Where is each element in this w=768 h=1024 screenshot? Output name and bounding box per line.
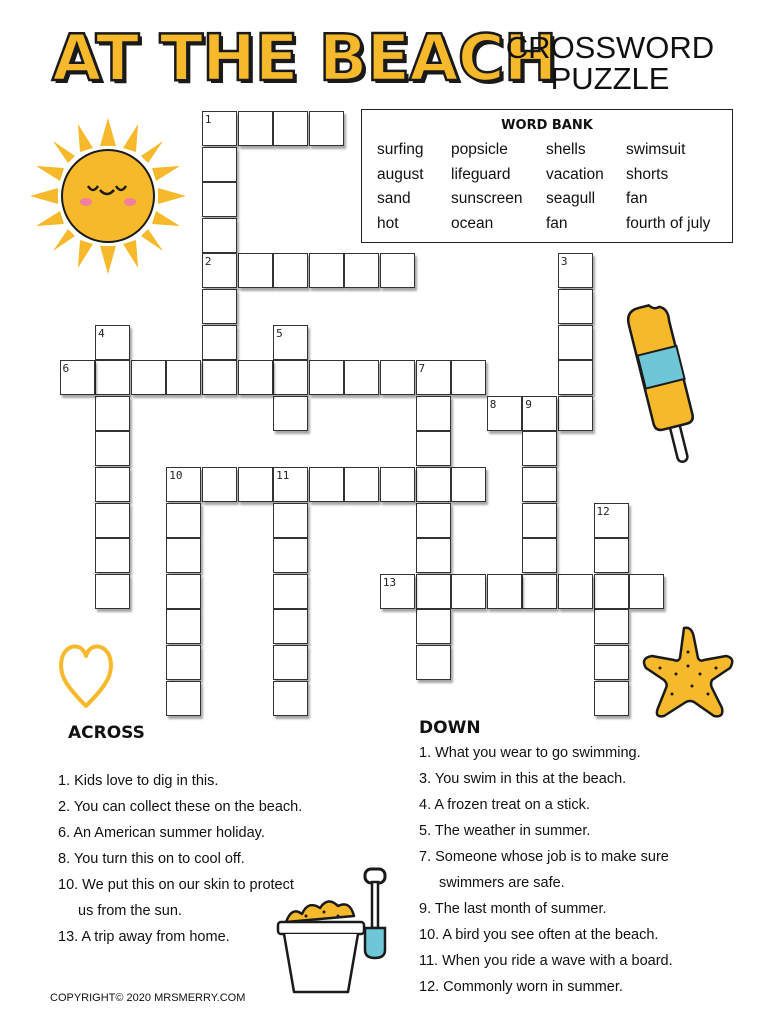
copyright: COPYRIGHT© 2020 MRSMERRY.COM — [50, 992, 246, 1004]
crossword-cell[interactable] — [594, 609, 629, 644]
down-clue: 9. The last month of summer. — [419, 901, 607, 917]
clue-number-5: 5 — [276, 326, 283, 340]
crossword-cell[interactable] — [629, 574, 664, 609]
down-clue: swimmers are safe. — [439, 875, 565, 891]
across-clue: us from the sun. — [78, 903, 182, 919]
word-bank-word: sand — [377, 190, 411, 207]
down-heading: DOWN — [419, 718, 481, 738]
crossword-cell[interactable] — [166, 645, 201, 680]
crossword-cell[interactable] — [416, 574, 451, 609]
clue-number-7: 7 — [418, 362, 426, 376]
crossword-cell[interactable] — [416, 396, 451, 431]
page-title: AT THE BEACH — [52, 22, 557, 96]
crossword-cell[interactable] — [416, 431, 451, 466]
clue-number-9: 9 — [525, 397, 532, 411]
crossword-cell[interactable] — [95, 396, 130, 431]
crossword-cell[interactable] — [273, 111, 308, 146]
popsicle-icon — [624, 298, 704, 468]
crossword-cell[interactable] — [451, 574, 486, 609]
word-bank-word: shells — [546, 141, 586, 158]
across-clue: 10. We put this on our skin to protect — [58, 877, 294, 893]
crossword-cell[interactable] — [558, 289, 593, 324]
word-bank-word: shorts — [626, 165, 669, 183]
crossword-cell[interactable] — [522, 467, 557, 502]
word-bank-word: vacation — [546, 165, 604, 183]
crossword-cell[interactable] — [238, 111, 273, 146]
across-clue: 13. A trip away from home. — [58, 929, 230, 945]
crossword-cell[interactable] — [522, 431, 557, 466]
page-subtitle — [500, 32, 720, 94]
word-bank-word: fan — [546, 214, 568, 232]
crossword-cell[interactable] — [202, 147, 237, 182]
across-clue: 8. You turn this on to cool off. — [58, 851, 245, 867]
clue-number-4: 4 — [98, 326, 105, 340]
crossword-cell[interactable] — [309, 111, 344, 146]
crossword-cell[interactable] — [273, 645, 308, 680]
shovel-icon — [362, 866, 402, 962]
down-clue: 4. A frozen treat on a stick. — [419, 797, 590, 813]
crossword-cell[interactable] — [380, 360, 415, 395]
crossword-cell[interactable] — [416, 467, 451, 502]
crossword-cell[interactable] — [522, 574, 557, 609]
down-clue: 12. Commonly worn in summer. — [419, 979, 623, 995]
crossword-cell[interactable] — [416, 503, 451, 538]
crossword-cell[interactable] — [558, 360, 593, 395]
crossword-cell[interactable] — [202, 360, 237, 395]
crossword-cell[interactable] — [487, 574, 522, 609]
clue-number-12: 12 — [596, 504, 610, 518]
crossword-cell[interactable] — [594, 645, 629, 680]
crossword-cell[interactable] — [95, 574, 130, 609]
word-bank-word: swimsuit — [626, 141, 686, 158]
crossword-cell[interactable] — [344, 360, 379, 395]
clue-number-1: 1 — [204, 113, 212, 126]
word-bank-word: hot — [377, 214, 399, 232]
down-clue: 1. What you wear to go swimming. — [419, 745, 641, 761]
crossword-cell[interactable] — [238, 360, 273, 395]
clue-number-11: 11 — [276, 469, 290, 482]
crossword-cell[interactable] — [202, 218, 237, 253]
crossword-cell[interactable] — [238, 253, 273, 288]
crossword-cell[interactable] — [451, 467, 486, 502]
crossword-cell[interactable] — [95, 503, 130, 538]
crossword-cell[interactable] — [202, 325, 237, 360]
crossword-cell[interactable] — [594, 538, 629, 573]
crossword-cell[interactable] — [131, 360, 166, 395]
crossword-cell[interactable] — [95, 538, 130, 573]
crossword-cell[interactable] — [309, 360, 344, 395]
crossword-cell[interactable] — [309, 253, 344, 288]
word-bank-word: ocean — [451, 214, 494, 232]
crossword-cell[interactable] — [344, 253, 379, 288]
crossword-cell[interactable] — [166, 681, 201, 716]
crossword-cell[interactable] — [273, 574, 308, 609]
across-heading: ACROSS — [68, 723, 145, 743]
across-clue: 1. Kids love to dig in this. — [58, 773, 219, 789]
crossword-cell[interactable] — [558, 325, 593, 360]
word-bank-word: lifeguard — [451, 165, 511, 183]
crossword-cell[interactable] — [273, 360, 308, 395]
crossword-cell[interactable] — [380, 253, 415, 288]
heart-icon — [56, 636, 116, 712]
crossword-cell[interactable] — [558, 574, 593, 609]
crossword-cell[interactable] — [309, 467, 344, 502]
crossword-cell[interactable] — [95, 431, 130, 466]
crossword-cell[interactable] — [522, 538, 557, 573]
crossword-cell[interactable] — [273, 396, 308, 431]
down-clue: 5. The weather in summer. — [419, 823, 591, 839]
clue-number-13: 13 — [382, 575, 397, 589]
subtitle-line-1: CROSSWORD — [505, 30, 715, 65]
word-bank-word: popsicle — [451, 141, 508, 158]
clue-number-8: 8 — [489, 397, 497, 411]
crossword-cell[interactable] — [416, 609, 451, 644]
crossword-cell[interactable] — [202, 467, 237, 502]
crossword-cell[interactable] — [594, 574, 629, 609]
word-bank-word: fourth of july — [626, 214, 711, 232]
crossword-cell[interactable] — [202, 182, 237, 217]
word-bank-title: WORD BANK — [501, 118, 593, 133]
clue-number-10: 10 — [169, 469, 183, 482]
word-bank-word: august — [377, 165, 424, 183]
down-clue: 10. A bird you see often at the beach. — [419, 927, 659, 943]
crossword-cell[interactable] — [380, 467, 415, 502]
down-clue: 7. Someone whose job is to make sure — [419, 849, 669, 865]
crossword-cell[interactable] — [202, 289, 237, 324]
crossword-cell[interactable] — [273, 609, 308, 644]
crossword-cell[interactable] — [594, 681, 629, 716]
crossword-cell[interactable] — [558, 396, 593, 431]
word-bank — [361, 109, 733, 243]
word-bank-word: fan — [626, 190, 648, 207]
sand-bucket-icon — [272, 896, 372, 996]
crossword-cell[interactable] — [451, 360, 486, 395]
subtitle-line-2: PUZZLE — [550, 61, 670, 96]
down-clue: 11. When you ride a wave with a board. — [419, 953, 673, 969]
across-clue: 6. An American summer holiday. — [58, 825, 265, 841]
crossword-cell[interactable] — [273, 681, 308, 716]
word-bank-word: surfing — [377, 141, 424, 158]
crossword-cell[interactable] — [95, 467, 130, 502]
word-bank-word: sunscreen — [451, 190, 523, 207]
crossword-cell[interactable] — [273, 253, 308, 288]
sun-icon — [28, 116, 188, 276]
crossword-cell[interactable] — [273, 538, 308, 573]
across-clue: 2. You can collect these on the beach. — [58, 799, 303, 815]
crossword-cell[interactable] — [166, 360, 201, 395]
clue-number-6: 6 — [62, 362, 70, 376]
clue-number-3: 3 — [560, 255, 568, 269]
crossword-cell[interactable] — [166, 609, 201, 644]
crossword-cell[interactable] — [522, 503, 557, 538]
crossword-cell[interactable] — [166, 503, 201, 538]
starfish-icon — [636, 622, 740, 726]
crossword-cell[interactable] — [166, 574, 201, 609]
word-bank-word: seagull — [546, 190, 596, 207]
clue-number-2: 2 — [204, 255, 212, 269]
crossword-cell[interactable] — [344, 467, 379, 502]
crossword-cell[interactable] — [416, 538, 451, 573]
crossword-cell[interactable] — [238, 467, 273, 502]
down-clue: 3. You swim in this at the beach. — [419, 771, 627, 787]
crossword-cell[interactable] — [273, 503, 308, 538]
crossword-cell[interactable] — [416, 645, 451, 680]
crossword-cell[interactable] — [95, 360, 130, 395]
crossword-cell[interactable] — [166, 538, 201, 573]
